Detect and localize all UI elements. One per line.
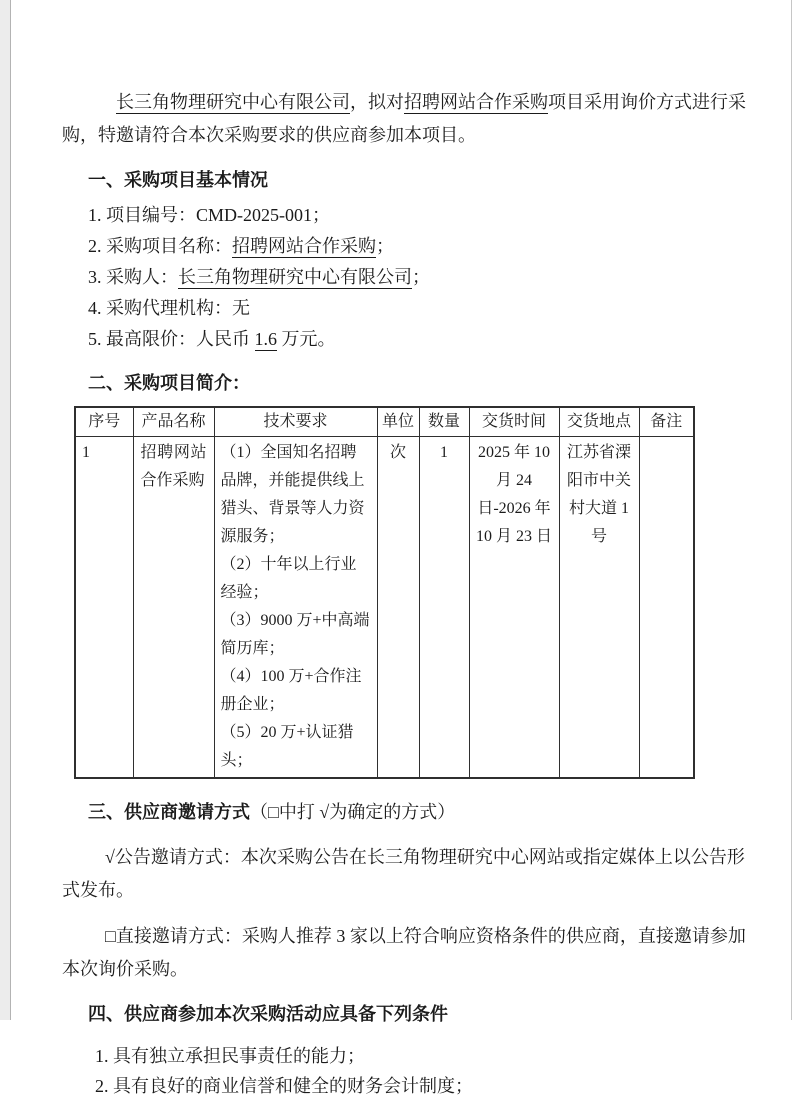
table-header-row [75, 407, 694, 437]
document-page [62, 86, 762, 1101]
cell-delivery-time: 2025 年 10 月 24 日-2026 年 10 月 23 日 [469, 437, 559, 779]
condition-item-2: 2. 具有良好的商业信誉和健全的财务会计制度； [95, 1076, 473, 1096]
intro-paragraph [62, 86, 762, 152]
intro-mid-text: ，拟对 [350, 92, 404, 112]
col-unit: 单位 [377, 407, 419, 437]
procurement-items-table [74, 406, 695, 779]
col-remark: 备注 [639, 407, 694, 437]
buyer-name-underlined: 长三角物理研究中心有限公司 [116, 92, 350, 112]
cell-unit: 次 [377, 437, 419, 779]
item-value: CMD-2025-001； [196, 205, 330, 225]
item-value: 无 [232, 298, 250, 318]
section1-heading: 一、采购项目基本情况 [88, 170, 268, 190]
tech-req-2: （2）十年以上行业经验； [220, 556, 357, 601]
cell-tech-requirements [214, 437, 377, 779]
item-purchaser [62, 262, 762, 293]
section3-heading [62, 797, 762, 828]
page-left-gutter [0, 0, 11, 1020]
condition-item-1: 1. 具有独立承担民事责任的能力； [95, 1046, 365, 1066]
col-qty: 数量 [419, 407, 469, 437]
empty-checkbox-icon: □ [105, 926, 116, 946]
cell-product: 招聘网站合作采购 [133, 437, 214, 779]
page-right-border [791, 0, 792, 1020]
item-agency [62, 293, 762, 324]
item-label: 4. 采购代理机构： [88, 298, 232, 318]
intro-tail-text: 项目采用询价方式进行采购，特邀请符合本次采购要求的供应商参加本项目。 [62, 92, 746, 145]
item-label: 3. 采购人： [88, 267, 178, 287]
item-value-underlined: 1.6 [254, 329, 277, 349]
item-project-name [62, 231, 762, 262]
table-row [75, 437, 694, 779]
item-value-underlined: 招聘网站合作采购 [232, 236, 376, 256]
item-tail: ； [412, 267, 430, 287]
col-seq: 序号 [75, 407, 133, 437]
col-product: 产品名称 [133, 407, 214, 437]
option-public-announcement [62, 841, 762, 907]
tech-req-1: （1）全国知名招聘品牌，并能提供线上猎头、背景等人力资源服务； [220, 444, 365, 545]
item-label: 2. 采购项目名称： [88, 236, 232, 256]
section2-heading: 二、采购项目简介： [88, 373, 250, 393]
cell-qty: 1 [419, 437, 469, 779]
item-project-number [62, 200, 762, 231]
item-label: 1. 项目编号： [88, 205, 196, 225]
checkmark-icon: √ [105, 847, 115, 867]
item-tail: ； [376, 236, 394, 256]
col-delivery-time: 交货时间 [469, 407, 559, 437]
tech-req-5: （5）20 万+认证猎头； [220, 724, 354, 769]
option-direct-invitation [62, 920, 762, 986]
tech-req-4: （4）100 万+合作注册企业； [220, 668, 362, 713]
section4-heading: 四、供应商参加本次采购活动应具备下列条件 [88, 1004, 448, 1024]
item-value-underlined: 长三角物理研究中心有限公司 [178, 267, 412, 287]
project-name-underlined: 招聘网站合作采购 [404, 92, 548, 112]
item-label: 5. 最高限价：人民币 [88, 329, 255, 349]
option-text: 公告邀请方式：本次采购公告在长三角物理研究中心网站或指定媒体上以公告形式发布。 [62, 847, 745, 900]
col-delivery-place: 交货地点 [559, 407, 639, 437]
cell-remark [639, 437, 694, 779]
section3-heading-bold: 三、供应商邀请方式 [88, 802, 250, 822]
item-tail: 万元。 [277, 329, 336, 349]
item-price-limit [62, 324, 762, 355]
cell-seq: 1 [75, 437, 133, 779]
tech-req-3: （3）9000 万+中高端简历库； [220, 612, 370, 657]
section3-heading-note: （□中打 √为确定的方式） [250, 802, 456, 822]
cell-delivery-place: 江苏省溧阳市中关村大道 1 号 [559, 437, 639, 779]
col-tech: 技术要求 [214, 407, 377, 437]
option-text: 直接邀请方式：采购人推荐 3 家以上符合响应资格条件的供应商，直接邀请参加本次询价采购。 [62, 926, 746, 979]
